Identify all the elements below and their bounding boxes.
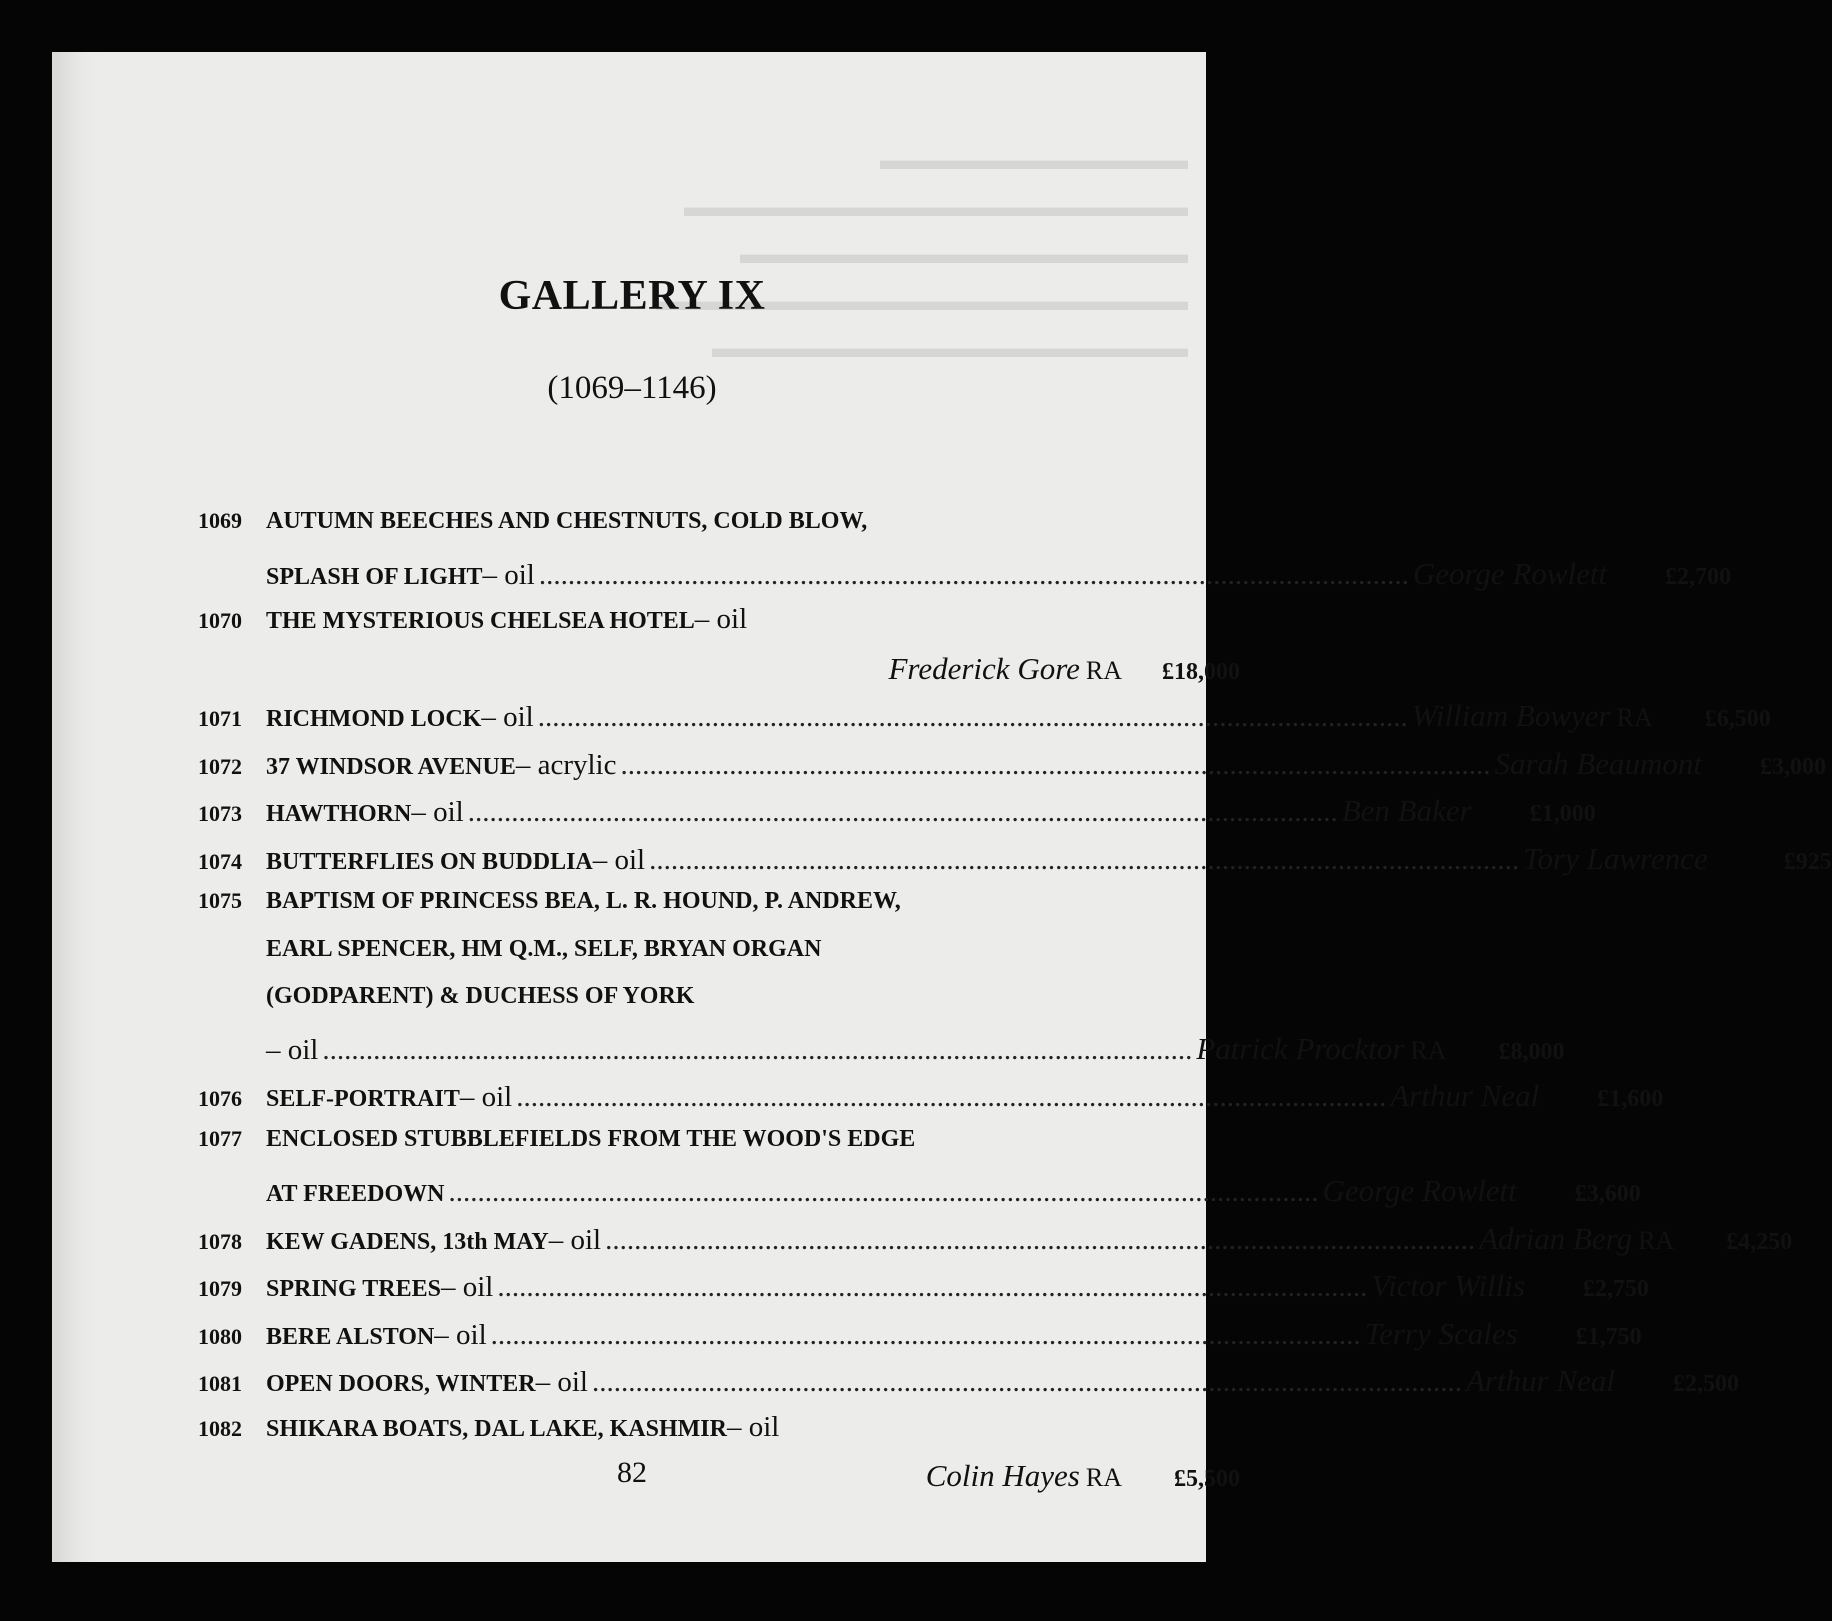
catalogue-entry bbox=[198, 1363, 1739, 1411]
dot-leader: ........................................................................................................................ bbox=[591, 1366, 1462, 1398]
lot-number: 1078 bbox=[198, 1228, 242, 1254]
price: £2,750 bbox=[1582, 1276, 1649, 1302]
artist-name: Tory Lawrence bbox=[1523, 840, 1708, 876]
work-title: SELF-PORTRAIT bbox=[266, 1086, 460, 1112]
ra-suffix: RA bbox=[1638, 1225, 1675, 1255]
medium: – oil bbox=[459, 1081, 513, 1113]
catalogue-entry bbox=[198, 888, 1240, 936]
catalogue-entry bbox=[198, 1078, 1664, 1126]
price: £3,600 bbox=[1574, 1181, 1641, 1207]
catalogue-entry bbox=[198, 603, 1240, 651]
show-through-text: ▬▬▬▬▬▬▬▬▬▬▬ ▬▬▬▬▬▬▬▬▬▬▬▬▬▬▬▬▬▬ ▬▬▬▬▬▬▬▬▬▬▬▬▬▬▬▬ ▬▬▬▬▬▬▬▬▬▬▬▬▬▬▬▬▬▬▬ ▬▬▬▬▬▬▬▬▬▬▬▬▬▬▬▬▬ bbox=[656, 145, 1188, 364]
work-title: SPRING TREES bbox=[266, 1276, 441, 1302]
price: £1,750 bbox=[1575, 1323, 1642, 1350]
work-title: BUTTERFLIES ON BUDDLIA bbox=[266, 848, 593, 875]
medium: – oil bbox=[694, 603, 748, 635]
lot-number: 1076 bbox=[198, 1086, 242, 1111]
catalogue-page bbox=[52, 52, 1832, 1562]
medium: – oil bbox=[726, 1410, 780, 1443]
artist-name: Arthur Neal bbox=[1465, 1363, 1615, 1398]
price: £8,000 bbox=[1498, 1038, 1565, 1065]
artist-name: Arthur Neal bbox=[1390, 1078, 1540, 1113]
dot-leader: ........................................................................................................................ bbox=[322, 1033, 1193, 1066]
work-title: EARL SPENCER, HM Q.M., SELF, BRYAN ORGAN bbox=[266, 935, 822, 962]
artist-name: Ben Baker bbox=[1341, 793, 1472, 828]
catalogue-list bbox=[198, 508, 1832, 1506]
catalogue-entry bbox=[198, 1126, 1240, 1174]
lot-number: 1075 bbox=[198, 888, 242, 913]
catalogue-entry bbox=[198, 1411, 1240, 1459]
medium: – acrylic bbox=[515, 748, 617, 781]
lot-range: (1069–1146) bbox=[547, 370, 717, 406]
artist-name: Sarah Beaumont bbox=[1494, 745, 1702, 781]
work-title: AT FREEDOWN bbox=[266, 1181, 445, 1207]
artist-name: George Rowlett bbox=[1322, 1173, 1517, 1208]
lot-number: 1079 bbox=[198, 1276, 242, 1301]
price: £1,000 bbox=[1529, 801, 1596, 827]
catalogue-entry bbox=[198, 1220, 1793, 1269]
work-title: 37 WINDSOR AVENUE bbox=[266, 753, 516, 780]
work-title: OPEN DOORS, WINTER bbox=[266, 1371, 536, 1397]
catalogue-entry bbox=[198, 508, 1240, 556]
medium: – oil bbox=[535, 1366, 588, 1398]
lot-number: 1071 bbox=[198, 706, 242, 731]
price: £1,600 bbox=[1597, 1086, 1664, 1112]
ra-suffix: RA bbox=[1616, 703, 1653, 732]
work-title: BAPTISM OF PRINCESS BEA, L. R. HOUND, P. ANDREW, bbox=[266, 888, 901, 914]
work-title: AUTUMN BEECHES AND CHESTNUTS, COLD BLOW, bbox=[266, 508, 868, 534]
ra-suffix: RA bbox=[1085, 655, 1122, 685]
catalogue-entry-continuation bbox=[198, 983, 1240, 1031]
catalogue-entry bbox=[198, 793, 1596, 841]
artist-name: Terry Scales bbox=[1364, 1315, 1518, 1351]
dot-leader: ........................................................................................................................ bbox=[620, 748, 1491, 781]
dot-leader: ........................................................................................................................ bbox=[537, 701, 1408, 733]
medium: – oil bbox=[434, 1318, 487, 1351]
dot-leader: ........................................................................................................................ bbox=[649, 843, 1520, 876]
price: £18,000 bbox=[1162, 658, 1240, 685]
work-title: SPLASH OF LIGHT bbox=[266, 563, 483, 590]
work-title: KEW GADENS, 13th MAY bbox=[266, 1228, 549, 1255]
work-title: THE MYSTERIOUS CHELSEA HOTEL bbox=[266, 608, 695, 634]
medium: – oil bbox=[481, 701, 534, 733]
price: £925 bbox=[1783, 848, 1832, 875]
artist-name: William Bowyer bbox=[1411, 698, 1611, 733]
catalogue-entry bbox=[198, 840, 1832, 889]
medium: – oil bbox=[592, 843, 646, 876]
lot-number: 1082 bbox=[198, 1415, 242, 1441]
work-title: SHIKARA BOATS, DAL LAKE, KASHMIR bbox=[266, 1415, 727, 1442]
catalogue-entry bbox=[198, 1315, 1642, 1364]
medium: – oil bbox=[440, 1271, 494, 1303]
dot-leader: ........................................................................................................................ bbox=[467, 796, 1338, 828]
medium: – oil bbox=[482, 558, 535, 591]
catalogue-entry-continuation bbox=[198, 555, 1732, 604]
work-title: RICHMOND LOCK bbox=[266, 706, 482, 732]
lot-number: 1081 bbox=[198, 1371, 242, 1396]
lot-number: 1080 bbox=[198, 1323, 242, 1349]
price: £5,500 bbox=[1174, 1466, 1240, 1492]
medium: – oil bbox=[266, 1033, 319, 1066]
dot-leader: ........................................................................................................................ bbox=[448, 1176, 1319, 1208]
lot-number: 1073 bbox=[198, 801, 242, 826]
price: £4,250 bbox=[1726, 1228, 1793, 1255]
dot-leader: ........................................................................................................................ bbox=[497, 1271, 1368, 1303]
work-title: ENCLOSED STUBBLEFIELDS FROM THE WOOD'S EDGE bbox=[266, 1125, 916, 1152]
artist-name: Patrick Procktor bbox=[1196, 1030, 1405, 1066]
artist-name: Frederick Gore bbox=[888, 650, 1080, 686]
ra-suffix: RA bbox=[1410, 1035, 1447, 1065]
dot-leader: ........................................................................................................................ bbox=[516, 1081, 1387, 1113]
catalogue-entry-continuation bbox=[198, 651, 1240, 699]
dot-leader: ........................................................................................................................ bbox=[490, 1318, 1361, 1351]
price: £3,000 bbox=[1760, 753, 1826, 780]
price: £2,700 bbox=[1665, 563, 1732, 590]
artist-name: Victor Willis bbox=[1371, 1268, 1525, 1303]
work-title: HAWTHORN bbox=[266, 801, 412, 827]
catalogue-entry bbox=[198, 745, 1826, 794]
lot-number: 1077 bbox=[198, 1125, 242, 1151]
lot-number: 1072 bbox=[198, 753, 242, 779]
lot-number: 1074 bbox=[198, 848, 242, 874]
medium: – oil bbox=[548, 1223, 602, 1256]
catalogue-entry bbox=[198, 1268, 1649, 1316]
page-number: 82 bbox=[617, 1456, 647, 1489]
dot-leader: ........................................................................................................................ bbox=[538, 558, 1409, 591]
catalogue-entry bbox=[198, 698, 1771, 746]
artist-name: Adrian Berg bbox=[1479, 1220, 1633, 1256]
work-title: (GODPARENT) & DUCHESS OF YORK bbox=[266, 983, 695, 1009]
price: £6,500 bbox=[1704, 706, 1771, 732]
price: £2,500 bbox=[1672, 1371, 1739, 1397]
medium: – oil bbox=[411, 796, 464, 828]
ra-suffix: RA bbox=[1085, 1463, 1122, 1492]
artist-name: George Rowlett bbox=[1412, 555, 1608, 591]
lot-number: 1070 bbox=[198, 608, 242, 633]
work-title: BERE ALSTON bbox=[266, 1323, 435, 1350]
artist-name: Colin Hayes bbox=[925, 1458, 1080, 1493]
catalogue-entry-continuation bbox=[198, 1173, 1641, 1221]
catalogue-entry-continuation bbox=[198, 1030, 1565, 1079]
dot-leader: ........................................................................................................................ bbox=[605, 1223, 1476, 1256]
catalogue-entry-continuation bbox=[198, 936, 1240, 984]
gallery-title: GALLERY IX bbox=[498, 273, 766, 319]
lot-number: 1069 bbox=[198, 508, 242, 533]
